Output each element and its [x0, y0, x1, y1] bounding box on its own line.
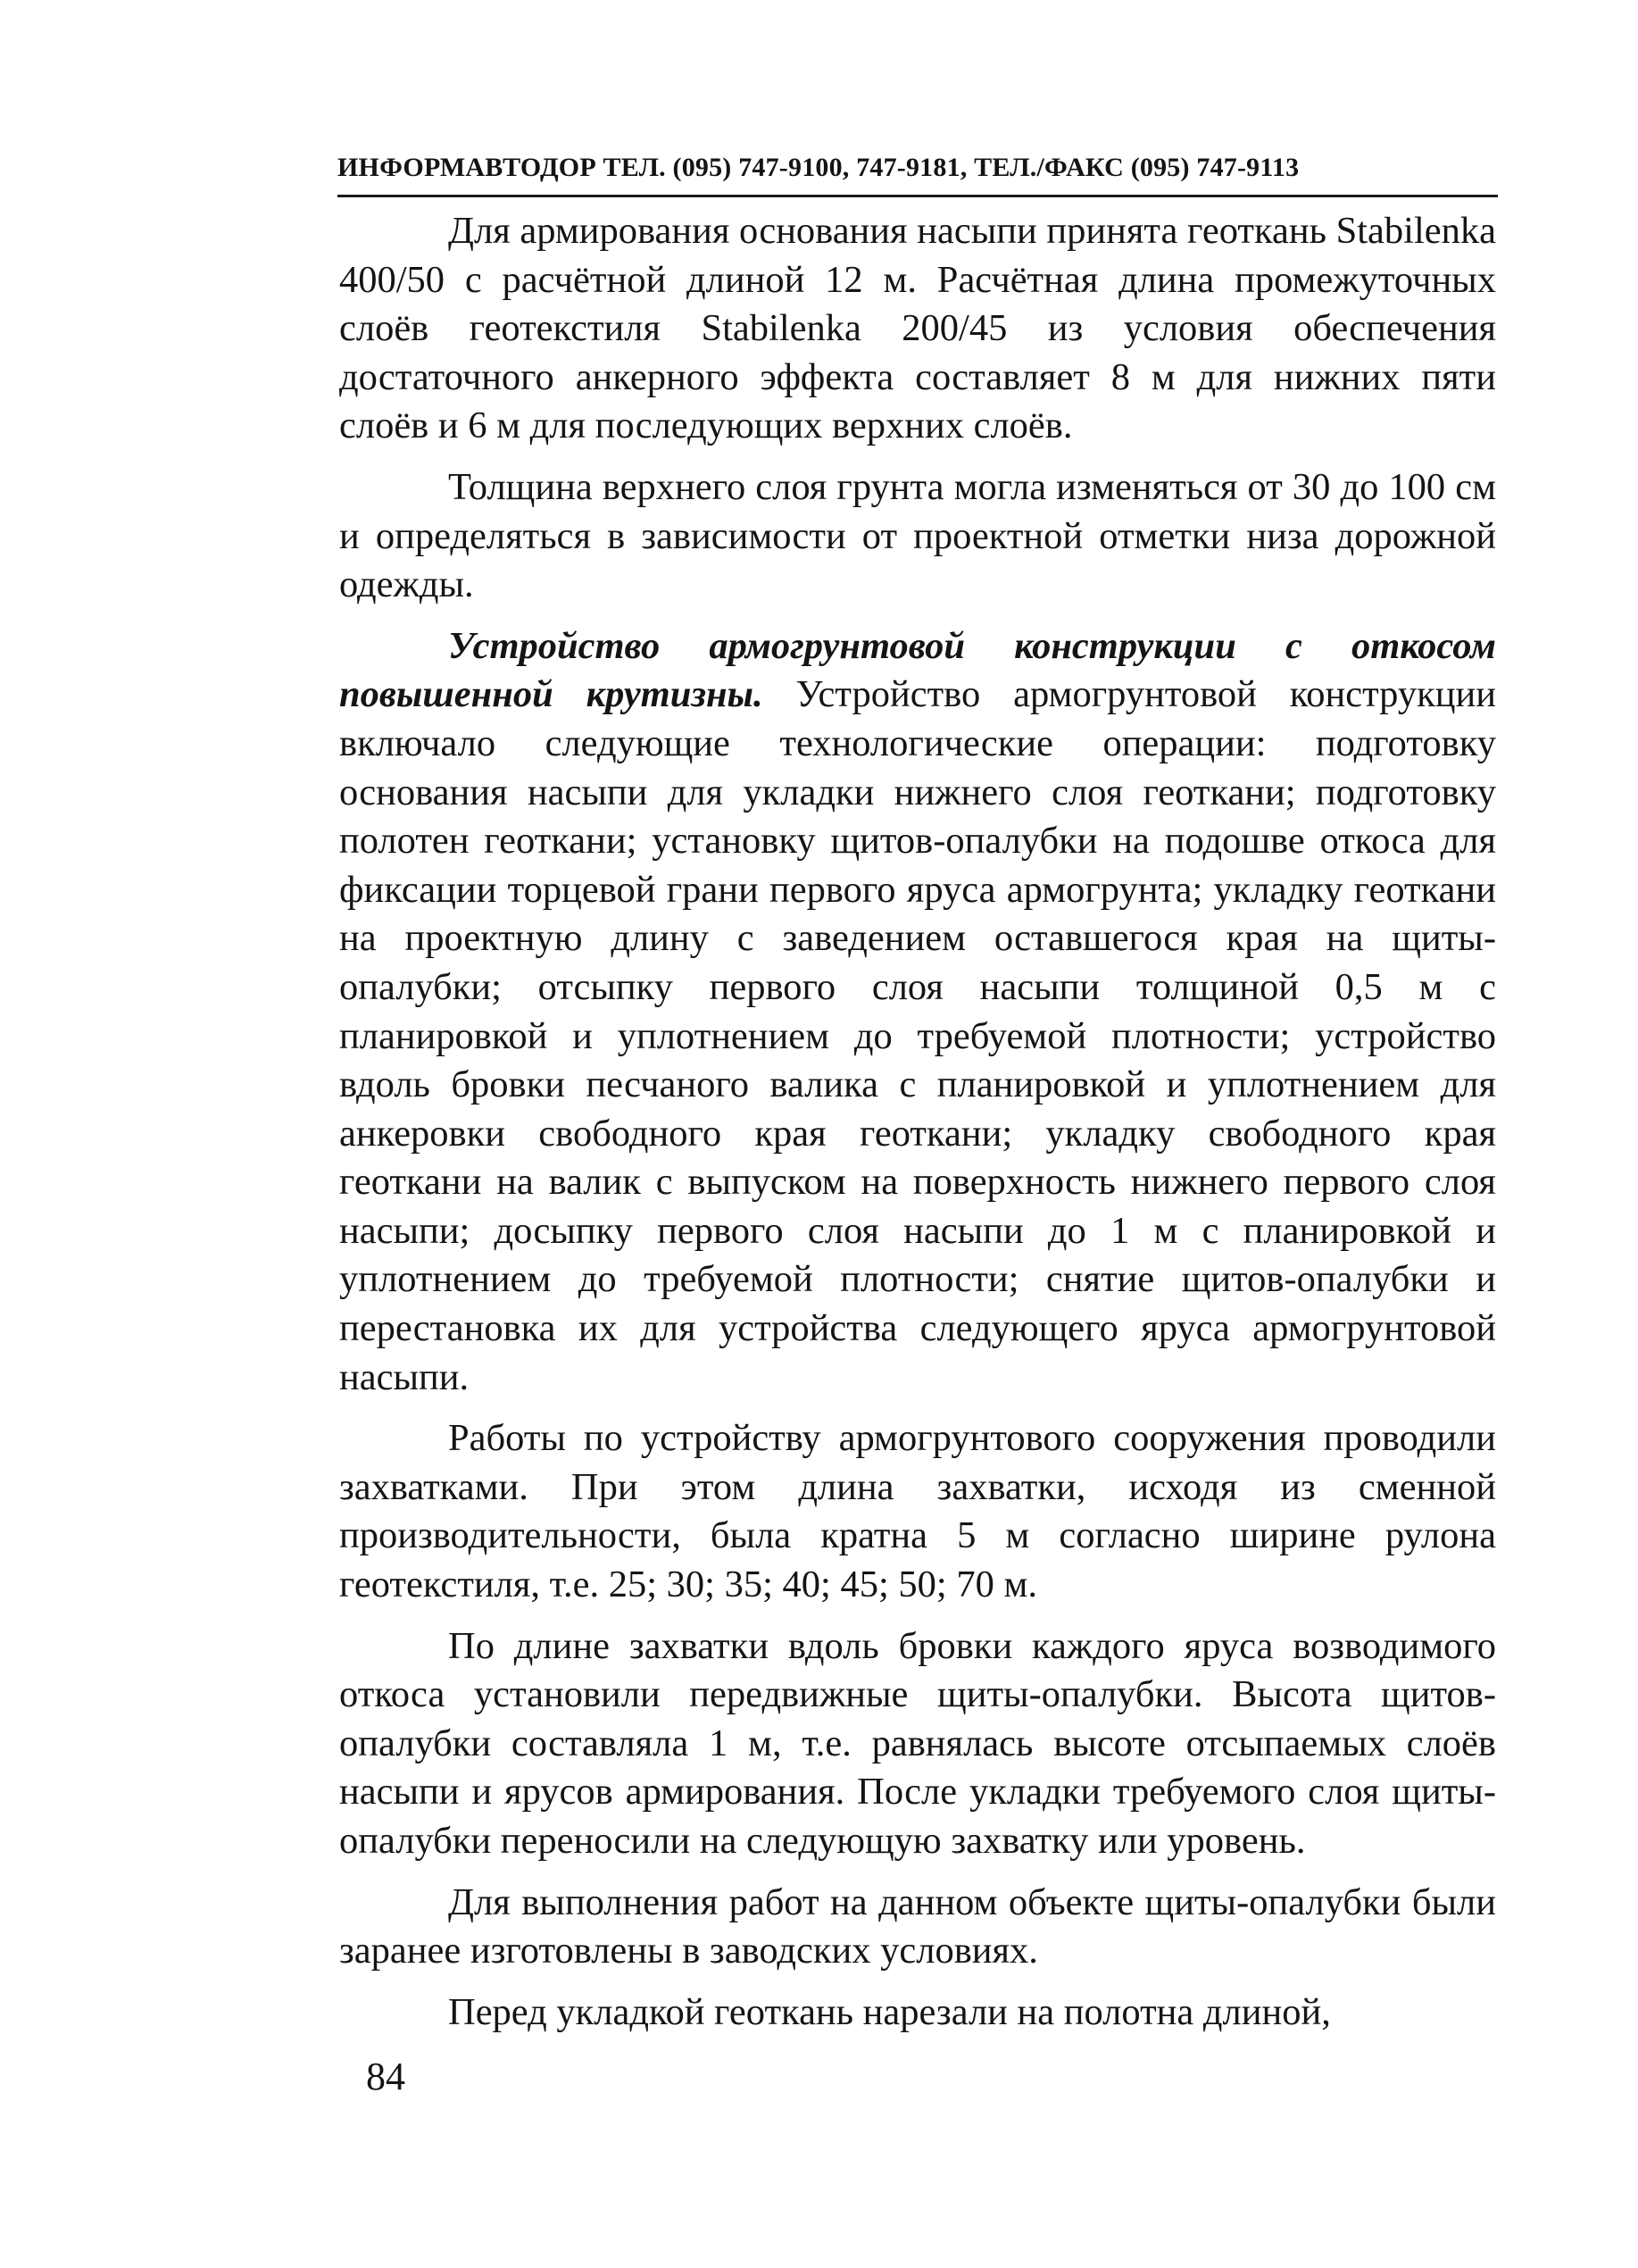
page-number: 84 — [366, 2055, 405, 2098]
paragraph-prefabricated-panels: Для выполнения работ на данном объекте щиты-опалубки были заранее изготовлены в заводских условиях. — [339, 1880, 1496, 1972]
paragraph-run-in-body: Устройство армогрунтовой конструкции включало следующие технологические операции: подготовку основания насыпи для укладки нижнего слоя геоткани; подготовку полотен геоткани; установку щитов-опалубки на подошве откоса для фиксации торцевой грани первого яруса армогрунта; укладку геоткани на проектную длину с заведением оставшегося края на щиты-опалубки; отсыпку первого слоя насыпи толщиной 0,5 м с планировкой и уплотнением до требуемой плотности; устройство вдоль бровки песчаного валика с планировкой и уплотнением для анкеровки свободного края геоткани; укладку свободного края геоткани на валик с выпуском на поверхность нижнего первого слоя насыпи; досыпку первого слоя насыпи до 1 м с планировкой и уплотнением до требуемой плотности; снятие щитов-опалубки и перестановка их для устройства следующего яруса армогрунтовой насыпи. — [339, 673, 1496, 1398]
paragraph-top-layer-thickness: Толщина верхнего слоя грунта могла изменяться от 30 до 100 см и определяться в зависимости от проектной отметки низа дорожной одежды. — [339, 465, 1496, 606]
paragraph-work-sections: Работы по устройству армогрунтового сооружения проводили захватками. При этом длина захватки, исходя из сменной производительности, была кратна 5 м согласно ширине рулона геотекстиля, т.е. 25; 30; 35; 40; 45; 50; 70 м. — [339, 1417, 1496, 1606]
paragraph-run-in-heading: Устройство армогрунтовой конструкции с откосом повышенной крутизны. — [339, 624, 1496, 716]
paragraph-reinforcement-base: Для армирования основания насыпи принята геоткань Stabilenka 400/50 с расчётной длиной 12 м. Расчётная длина промежуточных слоёв геотекстиля Stabilenka 200/45 из условия обеспечения достаточного анкерного эффекта составляет 8 м для нижних пяти слоёв и 6 м для последующих верхних слоёв. — [339, 210, 1496, 447]
running-header: ИНФОРМАВТОДОР ТЕЛ. (095) 747-9100, 747-9181, ТЕЛ./ФАКС (095) 747-9113 — [337, 153, 1300, 182]
paragraph-geofabric-cutting: Перед укладкой геоткань нарезали на полотна длиной, — [448, 1990, 1331, 2033]
paragraph-steep-slope-construction — [339, 622, 1496, 1403]
header-rule — [337, 195, 1498, 197]
body-text — [339, 207, 1496, 2040]
paragraph-formwork-panels: По длине захватки вдоль бровки каждого яруса возводимого откоса установили передвижные щиты-опалубки. Высота щитов-опалубки составляла 1 м, т.е. равнялась высоте отсыпаемых слоёв насыпи и ярусов армирования. После укладки требуемого слоя щиты-опалубки переносили на следующую захватку или уровень. — [339, 1624, 1496, 1862]
